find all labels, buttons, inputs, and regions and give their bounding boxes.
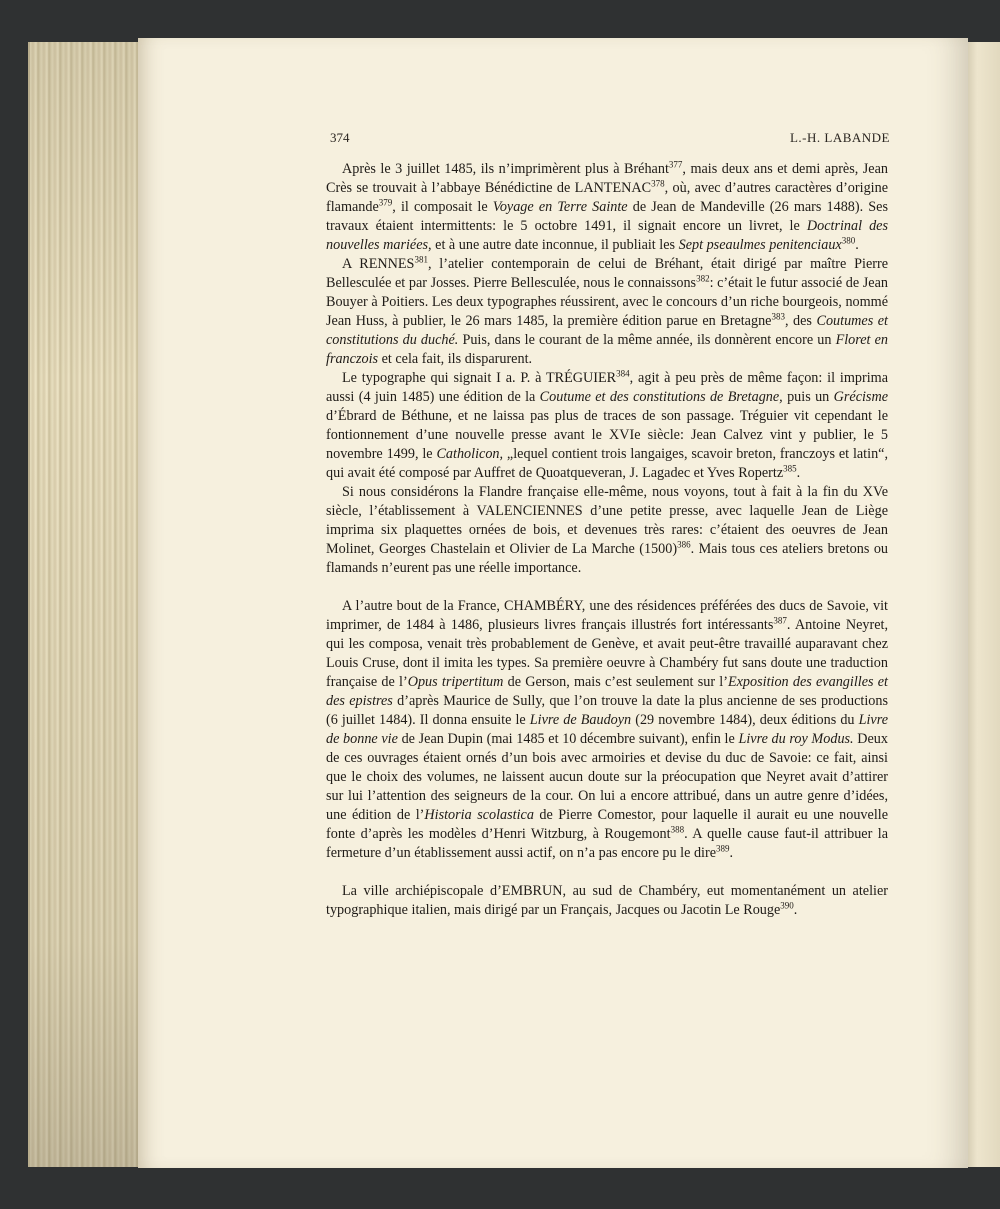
footnote-ref: 386 bbox=[677, 539, 691, 550]
footnote-ref: 377 bbox=[668, 159, 683, 170]
footnote-ref: 380 bbox=[841, 235, 856, 246]
footnote-ref: 384 bbox=[616, 368, 630, 379]
text-run: . A quelle cause faut-il attribuer la fermeture d’un établissement aussi actif, on n’a pas encore pu le dire bbox=[326, 826, 888, 861]
running-header bbox=[330, 130, 890, 148]
text-run: de Gerson, mais c’est seulement sur l’ bbox=[503, 674, 728, 690]
italic-title: Floret en franczois bbox=[326, 332, 888, 367]
text-run: , où, avec d’autres caractères d’origine flamande bbox=[326, 180, 888, 215]
body-text bbox=[326, 160, 888, 920]
text-run: Si nous considérons la Flandre française elle-même, nous voyons, tout à fait à la fin du XVe siècle, l’établissement à VALENCIENNES d’une petite presse, avec laquelle Jean de Liège imprima six plaquettes ornées de bois, et devenues très rares: c’étaient des oeuvres de Jean Molinet, Georges Chastelain et Olivier de La Marche (1500) bbox=[326, 484, 888, 557]
paragraph bbox=[326, 369, 888, 483]
italic-title: Doctrinal des nouvelles mariées bbox=[326, 218, 888, 253]
italic-title: Catholicon, bbox=[436, 446, 504, 462]
footnote-ref: 385 bbox=[783, 463, 797, 474]
footnote-ref: 378 bbox=[651, 178, 665, 189]
paragraph bbox=[326, 597, 888, 863]
footnote-ref: 382 bbox=[696, 273, 710, 284]
footnote-ref: 383 bbox=[771, 311, 785, 322]
italic-title: Sept pseaulmes penitenciaux bbox=[678, 237, 842, 253]
text-run: Le typographe qui signait I a. P. à TRÉGUIER bbox=[342, 370, 617, 386]
page-edges bbox=[28, 42, 150, 1167]
italic-title: Exposition des evangilles et des epistres bbox=[326, 674, 888, 709]
running-head-author: L.-H. LABANDE bbox=[789, 130, 890, 145]
paragraph bbox=[326, 483, 888, 578]
italic-title: Grécisme bbox=[833, 389, 888, 405]
text-run: A RENNES bbox=[342, 256, 415, 272]
text-run: . bbox=[729, 845, 734, 861]
text-run: „lequel contient trois langaiges, scavoir breton, franczoys et latin“, qui avait été composé par Auffret de Quoatqueveran, J. Lagadec et Yves Ropertz bbox=[326, 446, 889, 481]
text-run: . Mais tous ces ateliers bretons ou flamands n’eurent pas une réelle importance. bbox=[326, 541, 889, 576]
text-run: , il composait le bbox=[392, 199, 493, 215]
paragraph bbox=[326, 160, 888, 255]
italic-title: Opus tripertitum bbox=[407, 674, 504, 690]
text-run: Puis, dans le courant de la même année, ils donnèrent encore un bbox=[458, 332, 836, 348]
text-run: de Jean Dupin (mai 1485 et 10 décembre suivant), enfin le bbox=[397, 731, 739, 747]
italic-title: Historia scolastica bbox=[424, 807, 534, 823]
text-run: : c’était le futur associé de Jean Bouyer à Poitiers. Les deux typographes réussirent, avec le concours d’un riche bourgeois, nommé Jean Huss, à publier, le 26 mars 1485, la première édition parue en Bretagne bbox=[326, 275, 888, 329]
italic-title: Livre de bonne vie bbox=[326, 712, 889, 747]
text-run: . Antoine Neyret, qui les composa, venait très probablement de Genève, et avait peut-être travaillé auparavant chez Louis Cruse, dont il imita les types. Sa première oeuvre à Chambéry fut sans doute une traduction française de l’ bbox=[326, 617, 888, 690]
italic-title: Coutume et des constitutions de Bretagne, bbox=[539, 389, 783, 405]
footnote-ref: 387 bbox=[773, 615, 787, 626]
text-run: , et à une autre date inconnue, il publiait les bbox=[428, 237, 679, 253]
footnote-ref: 388 bbox=[670, 824, 685, 835]
text-run: A l’autre bout de la France, CHAMBÉRY, une des résidences préférées des ducs de Savoie, vit imprimer, de 1484 à 1486, plusieurs livres français illustrés fort intéressants bbox=[326, 598, 888, 633]
text-run: , l’atelier contemporain de celui de Bréhant, était dirigé par maître Pierre Bellesculée et par Josses. Pierre Bellesculée, nous le connaissons bbox=[326, 256, 888, 291]
paragraph bbox=[326, 882, 888, 920]
footnote-ref: 381 bbox=[414, 254, 428, 265]
text-run: . bbox=[796, 465, 801, 481]
text-run: La ville archiépiscopale d’EMBRUN, au sud de Chambéry, eut momentanément un atelier typographique italien, mais dirigé par un Français, Jacques ou Jacotin Le Rouge bbox=[326, 883, 888, 918]
footnote-ref: 379 bbox=[378, 197, 393, 208]
text-run: , agit à peu près de même façon: il imprima aussi (4 juin 1485) une édition de la bbox=[326, 370, 888, 405]
text-run: et cela fait, ils disparurent. bbox=[378, 351, 533, 367]
text-run: d’après Maurice de Sully, que l’on trouve la date la plus ancienne de ses productions (6 juillet 1484). Il donna ensuite le bbox=[326, 693, 888, 728]
footnote-ref: 390 bbox=[780, 900, 794, 911]
italic-title: Livre du roy Modus. bbox=[738, 731, 854, 747]
text-run: d’Ébrard de Béthune, et ne laissa pas plus de traces de son passage. Tréguier vit cependant le fontionnement d’une nouvelle presse avant le XVIe siècle: Jean Calvez vint y publier, le 5 novembre 1499, le bbox=[326, 408, 888, 462]
text-run: de Pierre Comestor, pour laquelle il aurait eu une nouvelle fonte d’après les modèles d’Henri Witzburg, à Rougemont bbox=[326, 807, 889, 842]
text-run: Après le 3 juillet 1485, ils n’imprimèrent plus à Bréhant bbox=[342, 161, 669, 177]
text-run: puis un bbox=[782, 389, 834, 405]
italic-title: Livre de Baudoyn bbox=[529, 712, 632, 728]
text-run: , mais deux ans et demi après, Jean Crès se trouvait à l’abbaye Bénédictine de LANTENAC bbox=[326, 161, 888, 196]
text-run: Deux de ces ouvrages étaient ornés d’un bois avec armoiries et devise du duc de Savoie: ce fait, ainsi que le choix des volumes, ne laissent aucun doute sur la préocupation que Neyret avait d’attirer sur lui l’attention des seigneurs de la cour. On lui a encore attribué, dans un autre genre d’idées, une édition de l’ bbox=[326, 731, 888, 823]
text-run: (29 novembre 1484), deux éditions du bbox=[631, 712, 859, 728]
text-run: . bbox=[793, 902, 798, 918]
paragraph bbox=[326, 255, 888, 369]
italic-title: Voyage en Terre Sainte bbox=[492, 199, 628, 215]
italic-title: Coutumes et constitutions du duché. bbox=[326, 313, 888, 348]
text-run: . bbox=[855, 237, 859, 253]
page-number: 374 bbox=[330, 130, 350, 145]
footnote-ref: 389 bbox=[716, 843, 730, 854]
text-run: , des bbox=[784, 313, 817, 329]
text-run: de Jean de Mandeville (26 mars 1488). Ses travaux étaient intermittents: le 5 octobre 1491, il signait encore un livret, le bbox=[326, 199, 888, 234]
